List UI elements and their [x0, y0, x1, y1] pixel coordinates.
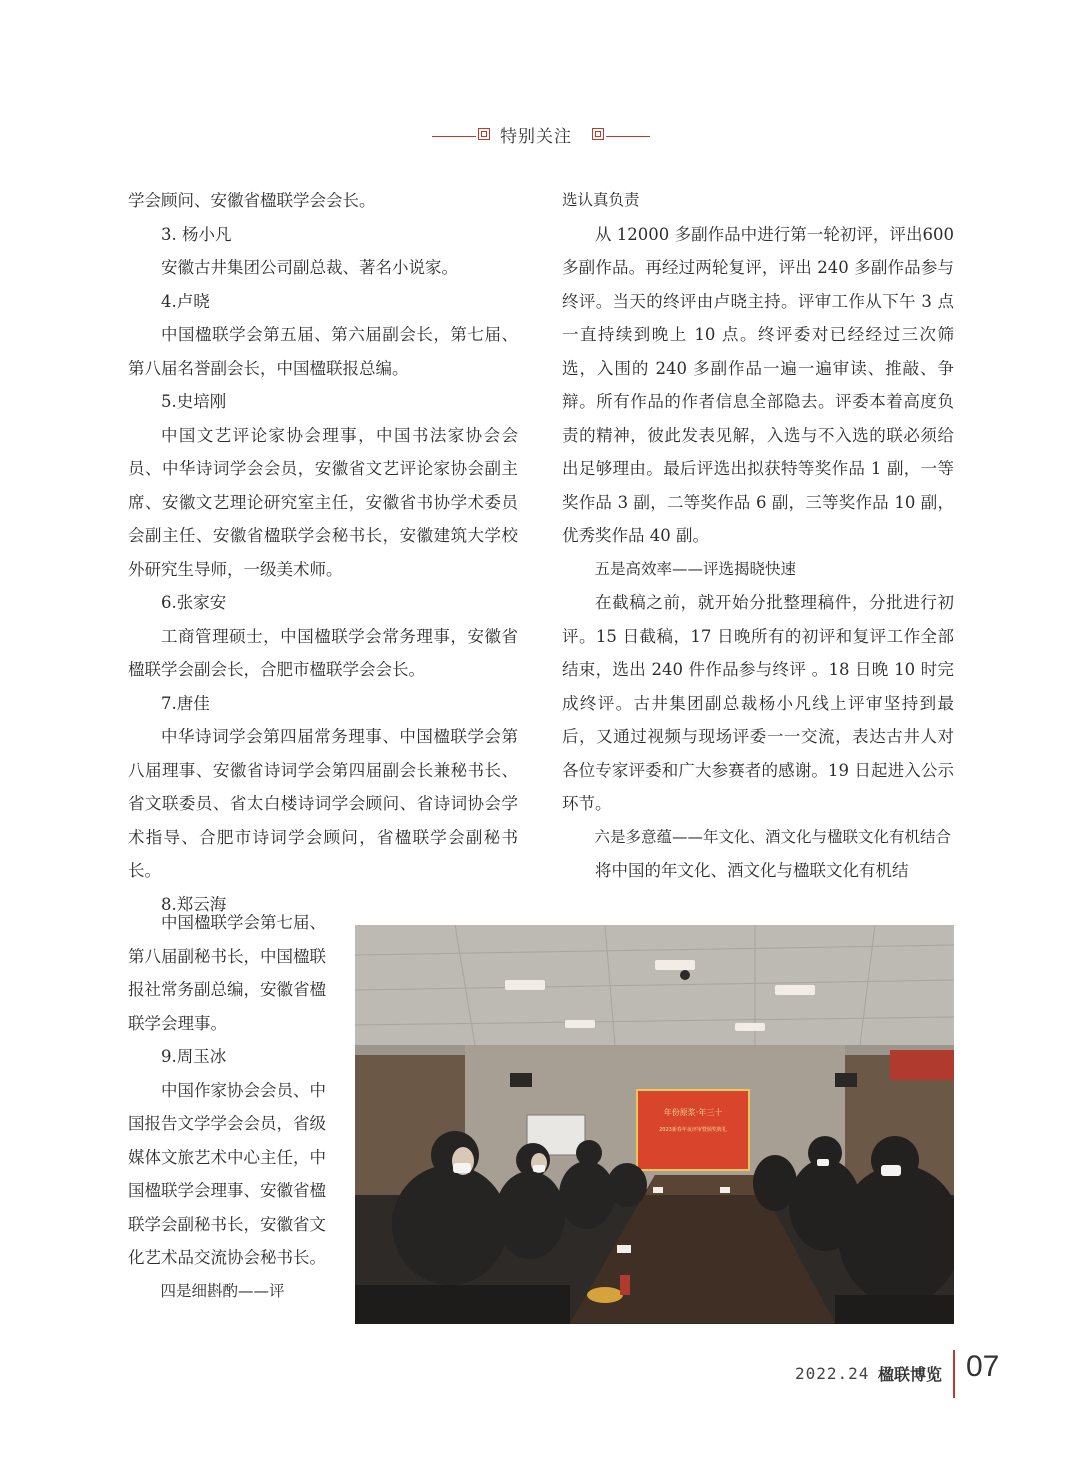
member-name-heading: 5.史培刚	[161, 392, 227, 411]
section-subheading: 五是高效率——评选揭晓快速	[594, 559, 797, 578]
meeting-photo	[355, 925, 954, 1324]
meeting-photo-illustration	[355, 925, 954, 1324]
member-name-heading: 8.郑云海	[161, 894, 227, 914]
header-rule-right	[606, 136, 650, 137]
page-footer	[0, 1350, 1080, 1410]
body-paragraph: 中华诗词学会第四届常务理事、中国楹联学会第八届理事、安徽省诗词学会第四届副会长兼秘书长、省文联委员、省太白楼诗词学会顾问、省诗词协会学术指导、合肥市诗词学会顾问，省楹联学会副秘书长。	[128, 727, 518, 880]
magazine-name: 楹联博览	[878, 1365, 943, 1384]
narrow-text-column	[128, 906, 326, 1308]
member-name-heading: 7.唐佳	[161, 693, 210, 713]
running-header	[0, 120, 1080, 150]
body-paragraph: 将中国的年文化、酒文化与楹联文化有机结	[595, 861, 909, 880]
right-text-column	[562, 184, 954, 888]
section-subheading: 四是细斟酌——评	[160, 1281, 285, 1300]
body-paragraph: 学会顾问、安徽省楹联学会会长。	[128, 191, 376, 210]
body-paragraph: 中国楹联学会第五届、第六届副会长，第七届、第八届名誉副会长，中国楹联报总编。	[128, 325, 518, 378]
member-name-heading: 6.张家安	[161, 593, 227, 612]
page-number: 07	[966, 1350, 1000, 1383]
footer-divider	[953, 1350, 955, 1398]
body-paragraph: 从 12000 多副作品中进行第一轮初评，评出600 多副作品。再经过两轮复评，评出 240 多副作品参与终评。当天的终评由卢晓主持。评审工作从下午 3 点一直持续到晚上 10 点。终评委对已经经过三次筛选，入围的 240 多副作品一遍一遍审读、推敲、争辩。所有作品的作者信息全部隐去。评委本着高度负责的精神，彼此发表见解，入选与不入选的联必须给出足够理由。最后评选出拟获特等奖作品 1 副，一等奖作品 3 副，二等奖作品 6 副，三等奖作品 10 副，优秀奖作品 40 副。	[562, 224, 954, 545]
body-paragraph: 中国楹联学会第七届、第八届副秘书长，中国楹联报社常务副总编，安徽省楹联学会理事。	[128, 913, 326, 1033]
member-name-heading: 3. 杨小凡	[161, 224, 232, 244]
body-paragraph: 安徽古井集团公司副总裁、著名小说家。	[161, 258, 458, 277]
member-name-heading: 4.卢晓	[161, 291, 210, 311]
body-paragraph: 中国文艺评论家协会理事，中国书法家协会会员、中华诗词学会会员，安徽省文艺评论家协会副主席、安徽文艺理论研究室主任，安徽省书协学术委员会副主任、安徽省楹联学会秘书长，安徽建筑大学校外研究生导师，一级美术师。	[128, 425, 518, 579]
member-name-heading: 9.周玉冰	[161, 1047, 227, 1066]
left-text-column	[128, 184, 518, 921]
body-paragraph: 中国作家协会会员、中国报告文学学会会员，省级媒体文旅艺术中心主任，中国楹联学会理事、安徽省楹联学会副秘书长，安徽省文化艺术品交流协会秘书长。	[128, 1080, 326, 1267]
section-subheading: 选认真负责	[562, 191, 640, 209]
section-subheading: 六是多意蕴——年文化、酒文化与楹联文化有机结合	[594, 827, 952, 846]
body-paragraph: 在截稿之前，就开始分批整理稿件，分批进行初评。15 日截稿，17 日晚所有的初评和复评工作全部结束，选出 240 件作品参与终评 。18 日晚 10 时完成终评。古井集团副总裁杨小凡线上评审坚持到最后，又通过视频与现场评委一一交流，表达古井人对各位专家评委和广大参赛者的感谢。19 日起进入公示环节。	[562, 593, 954, 813]
screen-title-line: 年份原浆·年三十	[663, 1108, 723, 1117]
screen-subtitle-line: 2023新春年夜评审暨颁奖典礼	[659, 1127, 727, 1133]
section-title: 特别关注	[500, 127, 572, 147]
header-rule-left	[432, 136, 476, 137]
header-knot-ornament-icon	[592, 128, 604, 140]
issue-number: 2022.24	[795, 1364, 870, 1383]
header-knot-ornament-icon	[478, 128, 490, 140]
body-paragraph: 工商管理硕士，中国楹联学会常务理事，安徽省楹联学会副会长，合肥市楹联学会会长。	[128, 626, 518, 679]
